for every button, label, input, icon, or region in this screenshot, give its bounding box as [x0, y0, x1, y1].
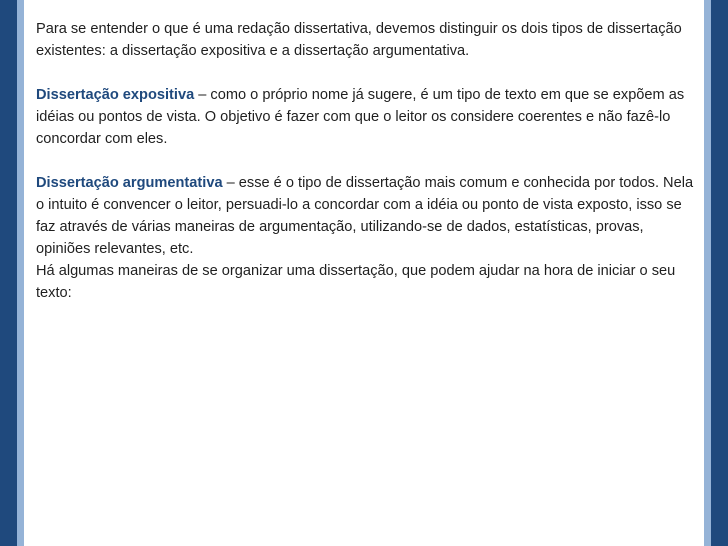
right-light-border [704, 0, 711, 546]
expositiva-term: Dissertação expositiva [36, 87, 195, 103]
left-light-border [17, 0, 24, 546]
argumentativa-term: Dissertação argumentativa [36, 175, 223, 191]
expositiva-paragraph [36, 84, 696, 150]
right-dark-border [711, 0, 728, 546]
paragraph-gap [36, 150, 696, 172]
argumentativa-text: – esse é o tipo de dissertação mais comum e conhecida por todos. Nela o intuito é convencer o leitor, persuadi-lo a concordar com a idéia ou ponto de vista exposto, isso se faz através de várias maneiras de argumentação, utilizando-se de dados, estatísticas, provas, opiniões relevantes, etc. [36, 175, 694, 257]
argumentativa-paragraph [36, 172, 696, 260]
text-body [36, 18, 696, 304]
expositiva-text: – como o próprio nome já sugere, é um tipo de texto em que se expõem as idéias ou pontos de vista. O objetivo é fazer com que o leitor os considere coerentes e não fazê-lo concordar com eles. [36, 87, 685, 147]
left-dark-border [0, 0, 17, 546]
paragraph-gap [36, 62, 696, 84]
closing-paragraph: Há algumas maneiras de se organizar uma dissertação, que podem ajudar na hora de iniciar o seu texto: [36, 263, 676, 301]
intro-paragraph: Para se entender o que é uma redação dissertativa, devemos distinguir os dois tipos de dissertação existentes: a dissertação expositiva e a dissertação argumentativa. [36, 21, 682, 59]
